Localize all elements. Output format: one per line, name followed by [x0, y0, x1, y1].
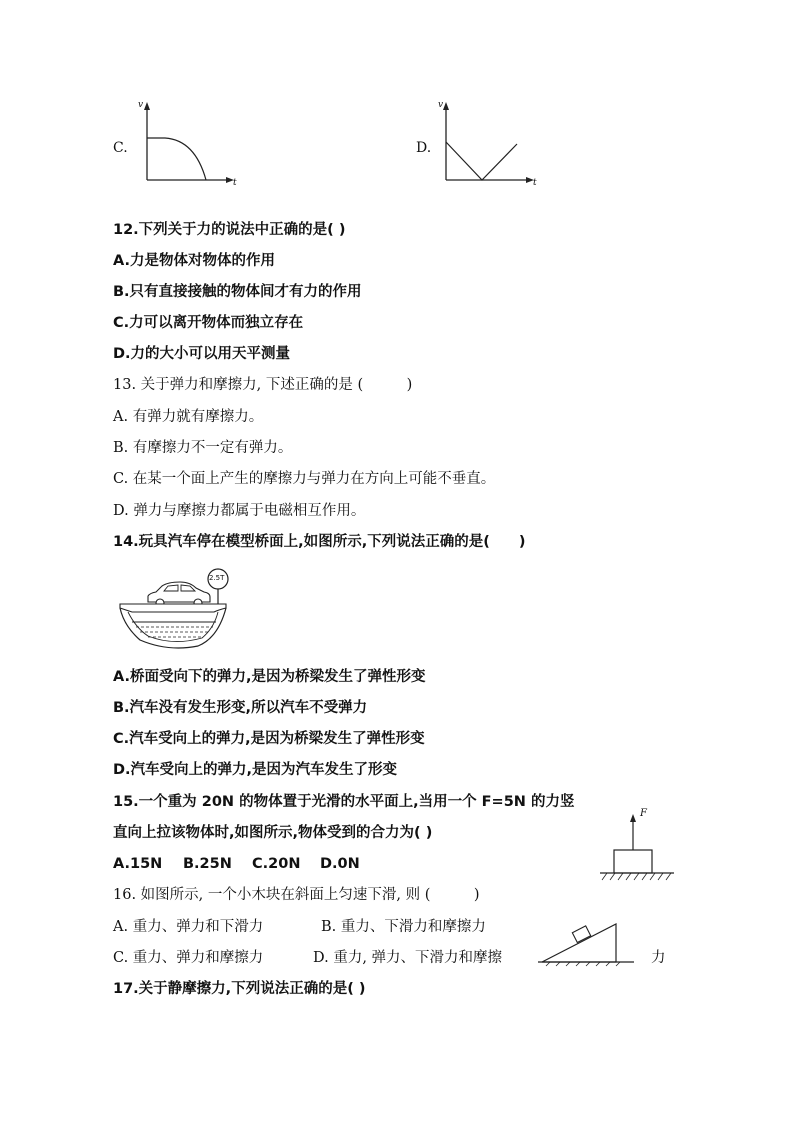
q15-stem-line1: 15.一个重为 20N 的物体置于光滑的水平面上,当用一个 F=5N 的力竖 [113, 794, 575, 810]
q12-option-d: D.力的大小可以用天平测量 [113, 346, 291, 362]
graph-d [400, 100, 550, 195]
q14-option-c: C.汽车受向上的弹力,是因为桥梁发生了弹性形变 [113, 731, 425, 747]
q13-option-a: A. 有弹力就有摩擦力。 [113, 409, 264, 425]
q15-option-b: B.25N [183, 856, 232, 872]
q13-option-d: D. 弹力与摩擦力都属于电磁相互作用。 [113, 503, 366, 519]
incline-block-figure [536, 918, 636, 968]
force-block-drawing [598, 806, 678, 884]
graph-d-label: D. [416, 140, 432, 156]
q15-option-d: D.0N [320, 856, 360, 872]
q15-stem-line2: 直向上拉该物体时,如图所示,物体受到的合力为( ) [113, 825, 433, 841]
graph-c [100, 100, 250, 195]
graph-c-axis-t: t [233, 178, 237, 188]
q13-option-b: B. 有摩擦力不一定有弹力。 [113, 440, 293, 456]
q16-option-d-tail: 力 [651, 950, 666, 966]
q14-option-d: D.汽车受向上的弹力,是因为汽车发生了形变 [113, 762, 398, 778]
q13-option-c: C. 在某一个面上产生的摩擦力与弹力在方向上可能不垂直。 [113, 471, 496, 487]
q16-option-c: C. 重力、弹力和摩擦力 [113, 950, 264, 966]
q12-stem: 12.下列关于力的说法中正确的是( ) [113, 222, 346, 238]
q15-option-c: C.20N [252, 856, 301, 872]
graph-c-axis-v: v [138, 100, 144, 110]
q12-option-b: B.只有直接接触的物体间才有力的作用 [113, 284, 362, 300]
q12-option-a: A.力是物体对物体的作用 [113, 253, 275, 269]
graph-c-label: C. [113, 140, 128, 156]
bridge-car-figure [118, 566, 243, 652]
graph-d-plot [400, 100, 550, 195]
graph-d-axis-t: t [533, 178, 537, 188]
q13-stem: 13. 关于弹力和摩擦力, 下述正确的是 ( ) [113, 377, 413, 393]
q16-option-b: B. 重力、下滑力和摩擦力 [321, 919, 486, 935]
q16-option-d: D. 重力, 弹力、下滑力和摩擦 [313, 950, 503, 966]
q15-option-a: A.15N [113, 856, 163, 872]
incline-block-drawing [536, 918, 636, 968]
q14-stem: 14.玩具汽车停在模型桥面上,如图所示,下列说法正确的是( ) [113, 534, 526, 550]
graph-c-plot [100, 100, 250, 195]
q17-stem: 17.关于静摩擦力,下列说法正确的是( ) [113, 981, 366, 997]
q16-option-a: A. 重力、弹力和下滑力 [113, 919, 264, 935]
force-block-figure [598, 806, 678, 884]
bridge-sign-label: 2.5T [209, 574, 225, 582]
graph-d-axis-v: v [438, 100, 444, 110]
q14-option-b: B.汽车没有发生形变,所以汽车不受弹力 [113, 700, 368, 716]
q16-stem: 16. 如图所示, 一个小木块在斜面上匀速下滑, 则 ( ) [113, 887, 480, 903]
force-label: F [640, 808, 647, 819]
q14-option-a: A.桥面受向下的弹力,是因为桥梁发生了弹性形变 [113, 669, 426, 685]
q12-option-c: C.力可以离开物体而独立存在 [113, 315, 304, 331]
